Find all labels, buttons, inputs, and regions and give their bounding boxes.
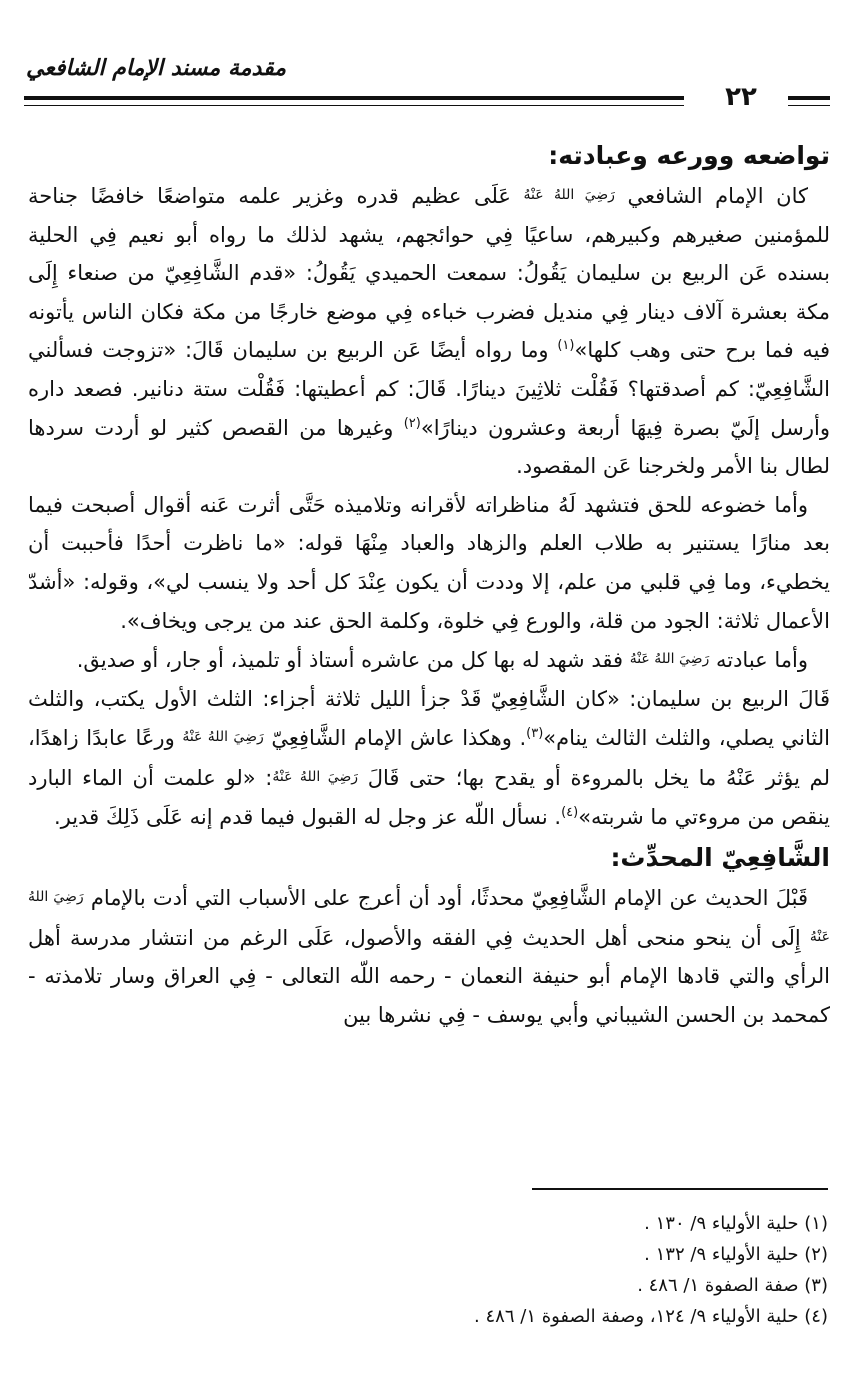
honorific-symbol: رَضِيَ اللهُ عَنْهُ (182, 729, 264, 746)
honorific-symbol: رَضِيَ اللهُ عَنْهُ (28, 889, 830, 945)
footnote-ref-3[interactable]: (٣) (526, 726, 544, 742)
paragraph-worship (28, 640, 830, 680)
header-rule-short (788, 96, 830, 100)
paragraph-humility (28, 176, 830, 486)
paragraph-submission-to-truth: وأما خضوعه للحق فتشهد لَهُ مناظراته لأقرانه وتلاميذه حَتَّى أثرت عَنه أقوال أصبحت فيما بعد منارًا يستنير به طلاب العلم والزهاد والعباد مِنْهَا قوله: «ما ناظرت أحدًا فأحببت أن يخطيء، وما فِي قلبي من علم، إلا وددت أن يكون عِنْدَ كل أحد ولا ينسب لي»، وقوله: «أشدّ الأعمال ثلاثة: الجود من قلة، والورع فِي خلوة، وكلمة الحق عند من يرجى ويخاف». (28, 492, 830, 633)
footnotes (200, 1208, 828, 1332)
paragraph-rabi-quote (28, 680, 830, 836)
paragraph-text: : «لو علمت أن الماء البارد ينقص من مروءتي ما شربته» (28, 765, 830, 829)
paragraph-text: كان الإمام الشافعي (614, 184, 808, 208)
header-rule (24, 96, 684, 100)
honorific-symbol: رَضِيَ اللهُ عَنْهُ (629, 651, 710, 668)
paragraph-text: فقد شهد له بها كل من عاشره أستاذ أو تلميذ، أو جار، أو صديق. (76, 648, 630, 673)
footnote-ref-4[interactable]: (٤) (561, 804, 579, 820)
footnote-divider (532, 1188, 828, 1190)
paragraph-text: . وهكذا عاش الإمام الشَّافِعِيّ (263, 726, 527, 751)
honorific-symbol: رَضِيَ اللهُ عَنْهُ (272, 768, 359, 785)
paragraph-text: عَلَى عظيم قدره وغزير علمه متواضعًا خافضًا جناحة للمؤمنين صغيرهم وكبيرهم، ساعيًا فِي حوائجهم، يشهد لذلك ما رواه أبو نعيم فِي الحلية بسنده عَن الربيع بن سليمان يَقُولُ: سمعت الحميدي يَقُولُ: «قدم الشَّافِعِيّ من صنعاء إِلَى مكة بعشرة آلاف دينار فِي منديل فضرب خباءه فِي موضع خارجًا من مكة فكان الناس يأتونه فيه فما برح حتى وهب كلها» (28, 184, 830, 363)
footnote-item: (١) حلية الأولياء ٩/ ١٣٠ . (644, 1213, 828, 1234)
footnote-ref-1[interactable]: (١) (557, 338, 575, 354)
main-text (28, 136, 830, 1034)
paragraph-text: وما رواه أيضًا عَن الربيع بن سليمان قَالَ: «تزوجت فسألني الشَّافِعِيّ: كم أصدقتها؟ فَقُلْت ثلاثِينَ دينارًا. قَالَ: كم أعطيتها: فَقُلْت ستة دنانير. فصعد داره وأرسل إلَيّ بصرة فِيهَا أربعة وعشرون دينارًا» (28, 338, 830, 440)
footnote-ref-2[interactable]: (٢) (403, 415, 421, 431)
footnote-item: (٤) حلية الأولياء ٩/ ١٢٤، وصفة الصفوة ١/ ٤٨٦ . (474, 1306, 828, 1327)
section-heading-hadith: الشَّافِعِيّ المحدِّث: (610, 843, 830, 873)
paragraph-text: . نسأل اللّه عز وجل له القبول فيما قدم إنه عَلَى ذَلِكَ قدير. (53, 804, 562, 829)
footnote-item: (٢) حلية الأولياء ٩/ ١٣٢ . (644, 1244, 828, 1265)
paragraph-hadith-intro (28, 878, 830, 1034)
paragraph-text: قَبْلَ الحديث عن الإمام الشَّافِعِيّ محدثًا، أود أن أعرج على الأسباب التي أدت بالإمام (83, 886, 808, 911)
paragraph-text: ورعًا عابدًا زاهدًا، لم يؤثر عَنْهُ ما يخل بالمروءة أو يقدح بها؛ حتى قَالَ (28, 726, 831, 790)
paragraph-text: إِلَى أن ينحو منحى أهل الحديث فِي الفقه والأصول، عَلَى الرغم من انتشار مدرسة أهل الرأي والتي قادها الإمام أبو حنيفة النعمان - رحمه اللّه التعالى - فِي العراق وسار تلامذته - كمحمد بن الحسن الشيباني وأبي يوسف - فِي نشرها بين (28, 925, 830, 1027)
footnote-item: (٣) صفة الصفوة ١/ ٤٨٦ . (637, 1275, 828, 1296)
paragraph-text: قَالَ الربيع بن سليمان: «كان الشَّافِعِيّ قَدْ جزأ الليل ثلاثة أجزاء: الثلث الأول يكتب، والثلث الثاني يصلي، والثلث الثالث ينام» (28, 686, 830, 751)
honorific-symbol: رَضِيَ اللهُ عَنْهُ (523, 187, 615, 203)
page-number: ٢٢ (725, 82, 757, 112)
paragraph-text: وغيرها من القصص كثير لو أردت سردها لطال بنا الأمر ولخرجنا عَن المقصود. (28, 415, 830, 479)
paragraph-text: وأما عبادته (709, 648, 808, 673)
section-heading-humility: تواضعه وورعه وعبادته: (548, 141, 830, 170)
running-title: مقدمة مسند الإمام الشافعي (26, 56, 286, 81)
